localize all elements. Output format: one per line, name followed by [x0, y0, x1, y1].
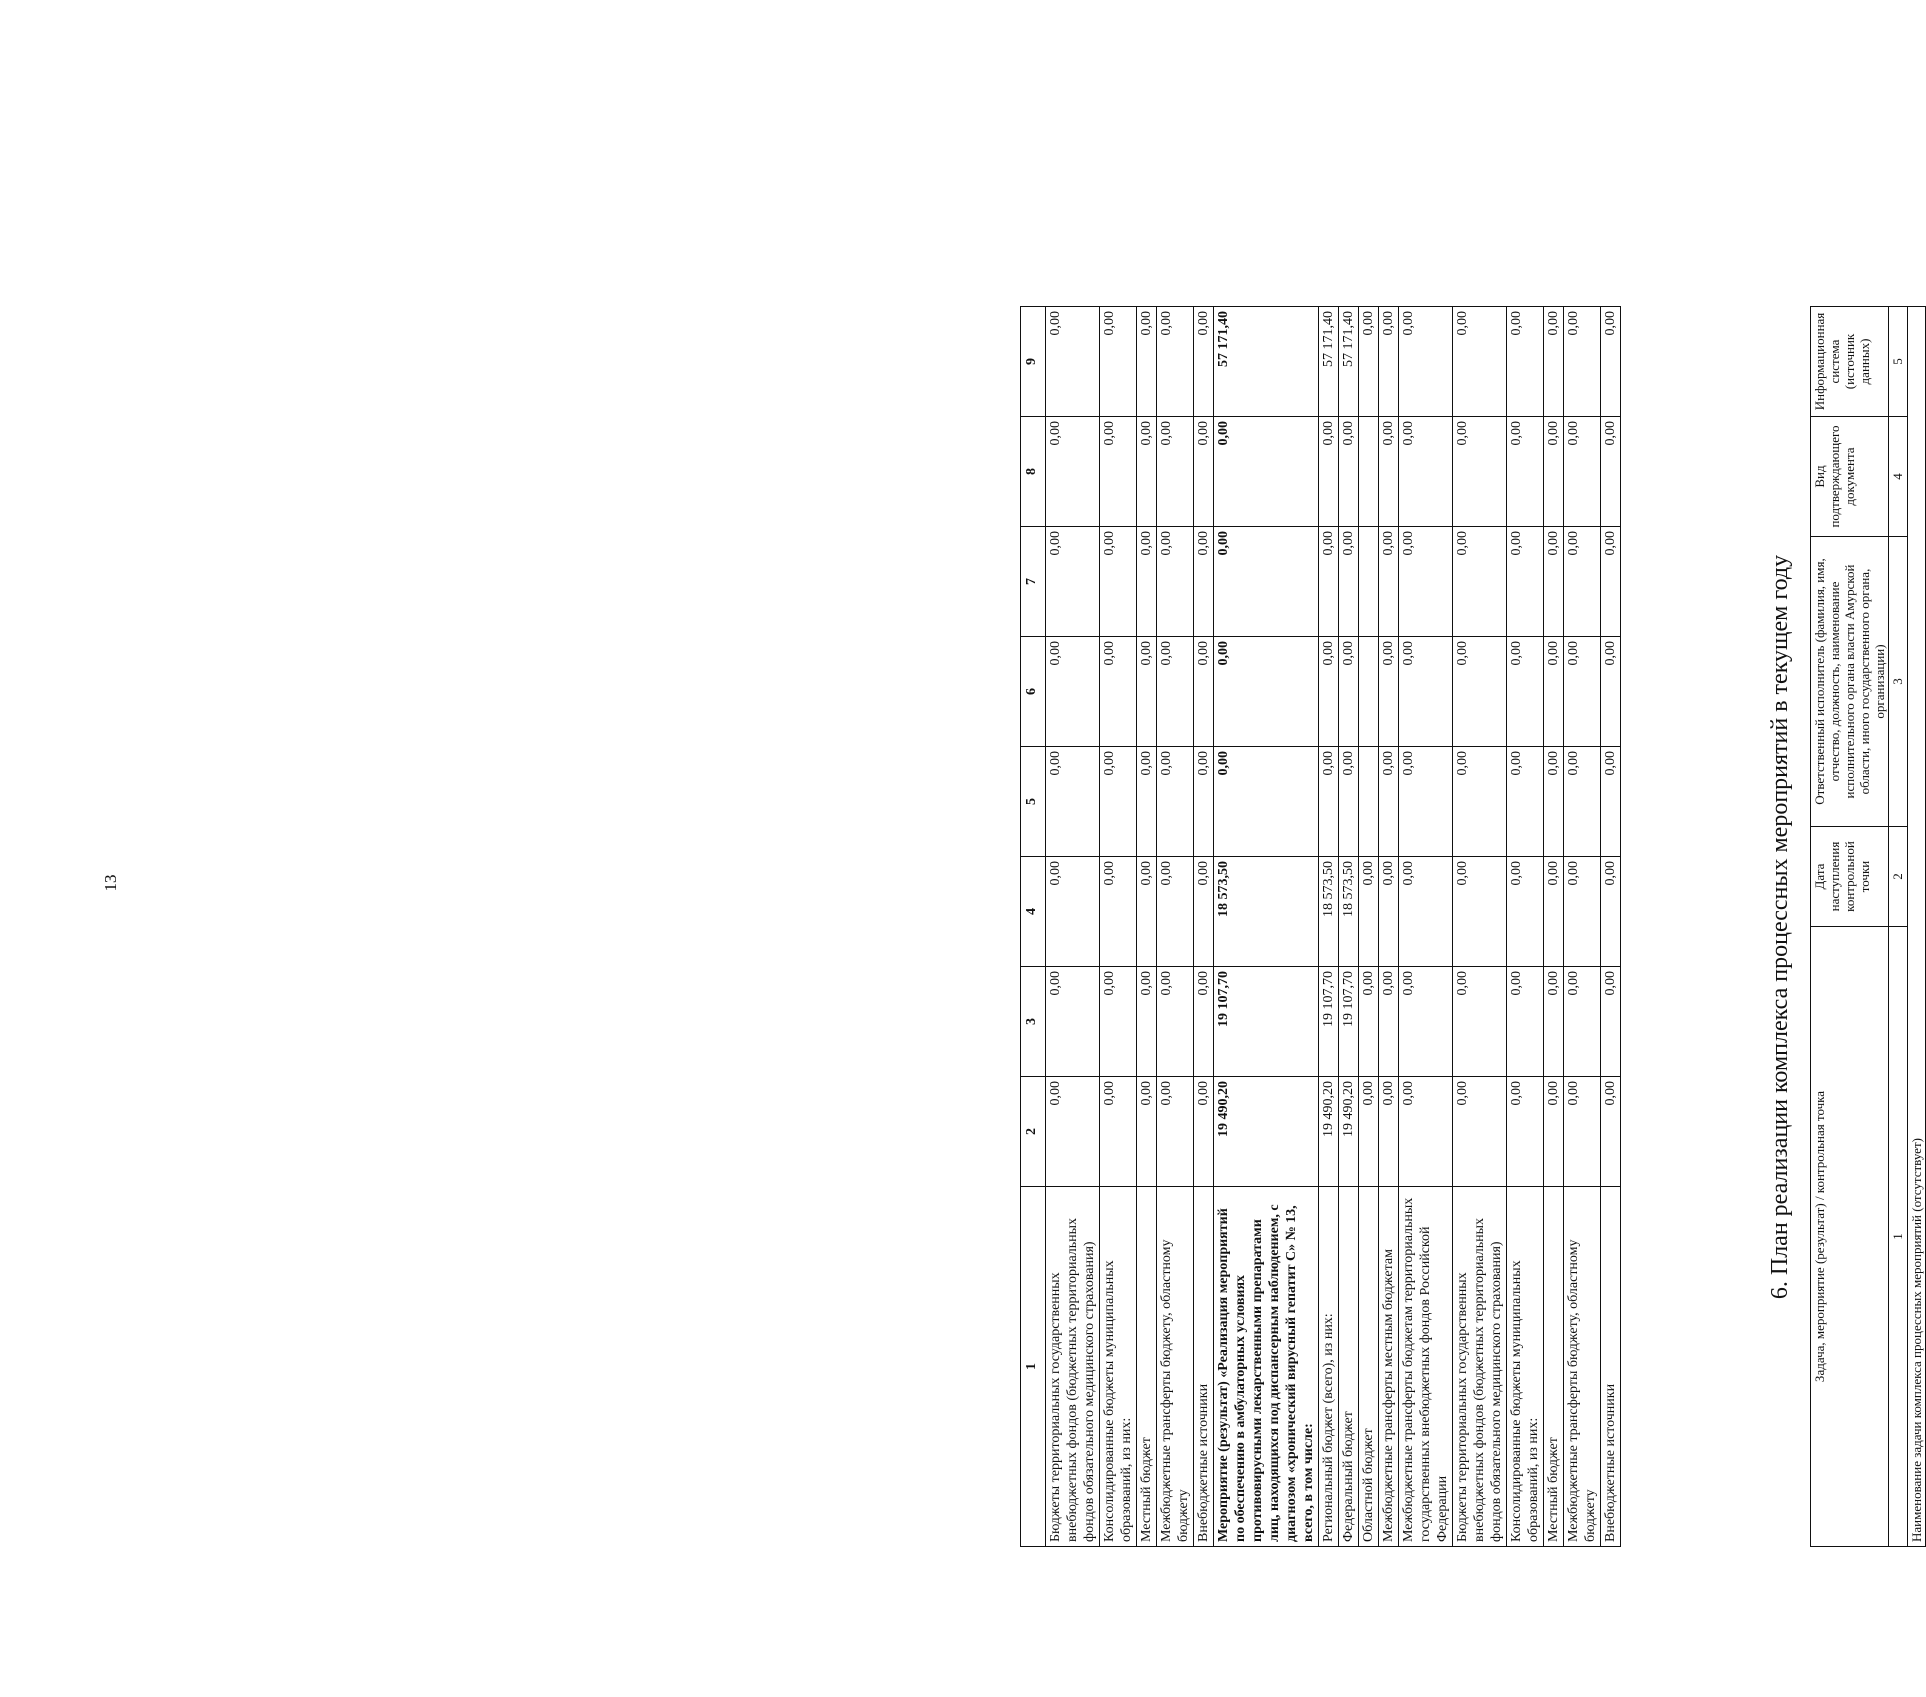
finance-header-cell: 5 — [1021, 747, 1046, 857]
row-label: Региональный бюджет (всего), из них: — [1319, 1187, 1339, 1547]
value-cell: 0,00 — [1137, 637, 1157, 747]
finance-table-header — [1021, 307, 1046, 1547]
value-cell: 0,00 — [1157, 307, 1194, 417]
value-cell: 0,00 — [1194, 307, 1214, 417]
row-label: Межбюджетные трансферты бюджету, областному бюджету — [1564, 1187, 1601, 1547]
value-cell: 0,00 — [1046, 1077, 1100, 1187]
value-cell: 0,00 — [1379, 967, 1399, 1077]
value-cell: 0,00 — [1157, 417, 1194, 527]
table-row — [1453, 307, 1507, 1547]
value-cell: 0,00 — [1319, 417, 1339, 527]
value-cell — [1359, 417, 1379, 527]
value-cell: 0,00 — [1507, 1077, 1544, 1187]
plan-index-cell: 1 — [1889, 927, 1908, 1547]
row-label: Консолидированные бюджеты муниципальных образований, из них: — [1100, 1187, 1137, 1547]
value-cell: 0,00 — [1214, 527, 1319, 637]
value-cell: 0,00 — [1359, 967, 1379, 1077]
value-cell: 0,00 — [1339, 527, 1359, 637]
value-cell: 0,00 — [1601, 857, 1621, 967]
row-label: Местный бюджет — [1544, 1187, 1564, 1547]
value-cell: 0,00 — [1399, 857, 1453, 967]
finance-header-cell: 9 — [1021, 307, 1046, 417]
value-cell: 0,00 — [1507, 417, 1544, 527]
value-cell: 0,00 — [1214, 417, 1319, 527]
value-cell: 0,00 — [1601, 637, 1621, 747]
value-cell: 0,00 — [1157, 1077, 1194, 1187]
value-cell: 0,00 — [1194, 747, 1214, 857]
plan-table — [1810, 306, 1926, 1547]
value-cell: 0,00 — [1046, 307, 1100, 417]
value-cell: 0,00 — [1399, 417, 1453, 527]
value-cell — [1359, 747, 1379, 857]
row-label: Местный бюджет — [1137, 1187, 1157, 1547]
plan-index-cell: 4 — [1889, 417, 1908, 537]
value-cell: 0,00 — [1453, 1077, 1507, 1187]
value-cell: 0,00 — [1507, 747, 1544, 857]
value-cell: 0,00 — [1157, 967, 1194, 1077]
plan-header-task: Задача, мероприятие (результат) / контрольная точка — [1811, 927, 1889, 1547]
value-cell: 0,00 — [1601, 527, 1621, 637]
finance-header-cell: 6 — [1021, 637, 1046, 747]
value-cell: 0,00 — [1453, 417, 1507, 527]
value-cell: 0,00 — [1453, 307, 1507, 417]
value-cell: 18 573,50 — [1319, 857, 1339, 967]
value-cell: 0,00 — [1137, 307, 1157, 417]
row-label: Внебюджетные источники — [1601, 1187, 1621, 1547]
table-row — [1359, 307, 1379, 1547]
value-cell: 0,00 — [1100, 967, 1137, 1077]
value-cell: 0,00 — [1379, 637, 1399, 747]
value-cell: 0,00 — [1137, 1077, 1157, 1187]
value-cell: 18 573,50 — [1339, 857, 1359, 967]
value-cell: 0,00 — [1564, 417, 1601, 527]
value-cell: 0,00 — [1157, 527, 1194, 637]
value-cell: 0,00 — [1339, 747, 1359, 857]
value-cell: 0,00 — [1564, 307, 1601, 417]
finance-table-body — [1046, 307, 1621, 1547]
plan-note-cell: Наименование задачи комплекса процессных мероприятий (отсутствует) — [1908, 307, 1926, 1547]
value-cell: 0,00 — [1137, 417, 1157, 527]
plan-index-cell: 2 — [1889, 827, 1908, 927]
table-row — [1507, 307, 1544, 1547]
value-cell: 0,00 — [1601, 747, 1621, 857]
plan-header-document: Вид подтверждающего документа — [1811, 417, 1889, 537]
value-cell: 0,00 — [1564, 967, 1601, 1077]
value-cell: 0,00 — [1046, 527, 1100, 637]
value-cell: 0,00 — [1100, 747, 1137, 857]
value-cell: 0,00 — [1507, 857, 1544, 967]
value-cell: 0,00 — [1157, 637, 1194, 747]
table-row — [1194, 307, 1214, 1547]
table-row — [1319, 307, 1339, 1547]
value-cell: 0,00 — [1319, 637, 1339, 747]
value-cell: 0,00 — [1379, 417, 1399, 527]
value-cell: 57 171,40 — [1339, 307, 1359, 417]
plan-index-cell: 3 — [1889, 537, 1908, 827]
value-cell: 0,00 — [1100, 307, 1137, 417]
value-cell: 0,00 — [1100, 527, 1137, 637]
plan-table-header — [1811, 307, 1889, 1547]
value-cell: 19 107,70 — [1214, 967, 1319, 1077]
row-label: Мероприятие (результат) «Реализация мероприятий по обеспечению в амбулаторных условиях противовирусными лекарственными препаратами лиц, находящихся под диспансерным наблюдением, с диагнозом «хронический вирусный гепатит С» № 13, всего, в том числе: — [1214, 1187, 1319, 1547]
value-cell: 18 573,50 — [1214, 857, 1319, 967]
value-cell: 0,00 — [1319, 747, 1339, 857]
table-row — [1544, 307, 1564, 1547]
row-label: Бюджеты территориальных государственных внебюджетных фондов (бюджетных территориальных фондов обязательного медицинского страхования) — [1453, 1187, 1507, 1547]
value-cell: 0,00 — [1544, 857, 1564, 967]
table-row — [1339, 307, 1359, 1547]
row-label: Бюджеты территориальных государственных внебюджетных фондов (бюджетных территориальных фондов обязательного медицинского страхования) — [1046, 1187, 1100, 1547]
value-cell: 0,00 — [1339, 417, 1359, 527]
value-cell: 0,00 — [1507, 967, 1544, 1077]
value-cell: 0,00 — [1379, 857, 1399, 967]
value-cell: 0,00 — [1046, 967, 1100, 1077]
plan-header-responsible: Ответственный исполнитель (фамилия, имя, отчество, должность, наименование исполнительного органа власти Амурской области, иного государственного органа, организации) — [1811, 537, 1889, 827]
plan-note-row — [1908, 307, 1926, 1547]
row-label: Федеральный бюджет — [1339, 1187, 1359, 1547]
value-cell: 0,00 — [1601, 967, 1621, 1077]
value-cell: 0,00 — [1157, 747, 1194, 857]
value-cell: 0,00 — [1379, 747, 1399, 857]
row-label: Консолидированные бюджеты муниципальных образований, из них: — [1507, 1187, 1544, 1547]
finance-header-cell: 3 — [1021, 967, 1046, 1077]
value-cell: 0,00 — [1100, 1077, 1137, 1187]
value-cell: 0,00 — [1214, 747, 1319, 857]
row-label: Межбюджетные трансферты местным бюджетам — [1379, 1187, 1399, 1547]
value-cell: 0,00 — [1379, 307, 1399, 417]
value-cell: 0,00 — [1601, 307, 1621, 417]
row-label: Внебюджетные источники — [1194, 1187, 1214, 1547]
table-row — [1137, 307, 1157, 1547]
value-cell: 0,00 — [1194, 417, 1214, 527]
row-label: Областной бюджет — [1359, 1187, 1379, 1547]
table-row — [1046, 307, 1100, 1547]
value-cell: 0,00 — [1194, 637, 1214, 747]
value-cell: 0,00 — [1046, 637, 1100, 747]
value-cell: 0,00 — [1157, 857, 1194, 967]
finance-table — [1020, 306, 1621, 1547]
finance-header-cell: 8 — [1021, 417, 1046, 527]
value-cell: 0,00 — [1214, 637, 1319, 747]
value-cell: 0,00 — [1100, 637, 1137, 747]
value-cell: 0,00 — [1137, 747, 1157, 857]
value-cell: 0,00 — [1194, 857, 1214, 967]
value-cell: 0,00 — [1046, 857, 1100, 967]
finance-header-cell: 1 — [1021, 1187, 1046, 1547]
table-row — [1399, 307, 1453, 1547]
value-cell: 0,00 — [1453, 637, 1507, 747]
value-cell: 0,00 — [1399, 1077, 1453, 1187]
value-cell: 0,00 — [1544, 967, 1564, 1077]
value-cell: 0,00 — [1137, 967, 1157, 1077]
page-number: 13 — [101, 874, 120, 892]
value-cell: 0,00 — [1507, 307, 1544, 417]
value-cell: 0,00 — [1544, 1077, 1564, 1187]
table-row — [1100, 307, 1137, 1547]
plan-index-row — [1889, 307, 1908, 1547]
value-cell: 19 490,20 — [1339, 1077, 1359, 1187]
value-cell: 0,00 — [1453, 967, 1507, 1077]
value-cell: 19 107,70 — [1319, 967, 1339, 1077]
value-cell: 0,00 — [1359, 1077, 1379, 1187]
value-cell — [1359, 637, 1379, 747]
value-cell: 0,00 — [1453, 527, 1507, 637]
finance-header-cell: 7 — [1021, 527, 1046, 637]
value-cell: 0,00 — [1137, 527, 1157, 637]
value-cell: 0,00 — [1544, 637, 1564, 747]
value-cell — [1359, 527, 1379, 637]
section-title: 6. План реализации комплекса процессных мероприятий в текущем году — [1767, 554, 1793, 1300]
value-cell: 19 107,70 — [1339, 967, 1359, 1077]
value-cell: 0,00 — [1194, 967, 1214, 1077]
value-cell: 0,00 — [1564, 1077, 1601, 1187]
value-cell: 0,00 — [1379, 1077, 1399, 1187]
value-cell: 19 490,20 — [1214, 1077, 1319, 1187]
value-cell: 0,00 — [1194, 1077, 1214, 1187]
value-cell: 0,00 — [1453, 747, 1507, 857]
plan-index-cell: 5 — [1889, 307, 1908, 417]
value-cell: 0,00 — [1544, 747, 1564, 857]
value-cell: 19 490,20 — [1319, 1077, 1339, 1187]
value-cell: 0,00 — [1453, 857, 1507, 967]
finance-header-cell: 4 — [1021, 857, 1046, 967]
value-cell: 0,00 — [1399, 967, 1453, 1077]
finance-header-cell: 2 — [1021, 1077, 1046, 1187]
value-cell: 57 171,40 — [1319, 307, 1339, 417]
value-cell: 0,00 — [1507, 637, 1544, 747]
value-cell: 0,00 — [1544, 417, 1564, 527]
row-label: Межбюджетные трансферты бюджетам территориальных государственных внебюджетных фондов Российской Федерации — [1399, 1187, 1453, 1547]
value-cell: 0,00 — [1399, 747, 1453, 857]
value-cell: 0,00 — [1399, 637, 1453, 747]
value-cell: 0,00 — [1359, 857, 1379, 967]
value-cell: 0,00 — [1544, 527, 1564, 637]
value-cell: 0,00 — [1544, 307, 1564, 417]
value-cell: 0,00 — [1399, 307, 1453, 417]
value-cell: 0,00 — [1601, 1077, 1621, 1187]
table-row — [1214, 307, 1319, 1547]
value-cell: 0,00 — [1379, 527, 1399, 637]
row-label: Межбюджетные трансферты бюджету, областному бюджету — [1157, 1187, 1194, 1547]
landscape-sheet — [1020, 297, 1924, 1697]
table-row — [1157, 307, 1194, 1547]
value-cell: 0,00 — [1137, 857, 1157, 967]
value-cell: 0,00 — [1564, 747, 1601, 857]
value-cell: 0,00 — [1100, 857, 1137, 967]
value-cell: 0,00 — [1564, 527, 1601, 637]
plan-header-date: Дата наступления контрольной точки — [1811, 827, 1889, 927]
plan-header-system: Информационная система (источник данных) — [1811, 307, 1889, 417]
value-cell: 0,00 — [1046, 747, 1100, 857]
table-row — [1379, 307, 1399, 1547]
table-row — [1564, 307, 1601, 1547]
value-cell: 0,00 — [1359, 307, 1379, 417]
value-cell: 0,00 — [1339, 637, 1359, 747]
value-cell: 57 171,40 — [1214, 307, 1319, 417]
value-cell: 0,00 — [1564, 857, 1601, 967]
value-cell: 0,00 — [1194, 527, 1214, 637]
value-cell: 0,00 — [1046, 417, 1100, 527]
value-cell: 0,00 — [1601, 417, 1621, 527]
value-cell: 0,00 — [1564, 637, 1601, 747]
value-cell: 0,00 — [1100, 417, 1137, 527]
table-row — [1601, 307, 1621, 1547]
value-cell: 0,00 — [1319, 527, 1339, 637]
value-cell: 0,00 — [1399, 527, 1453, 637]
value-cell: 0,00 — [1507, 527, 1544, 637]
